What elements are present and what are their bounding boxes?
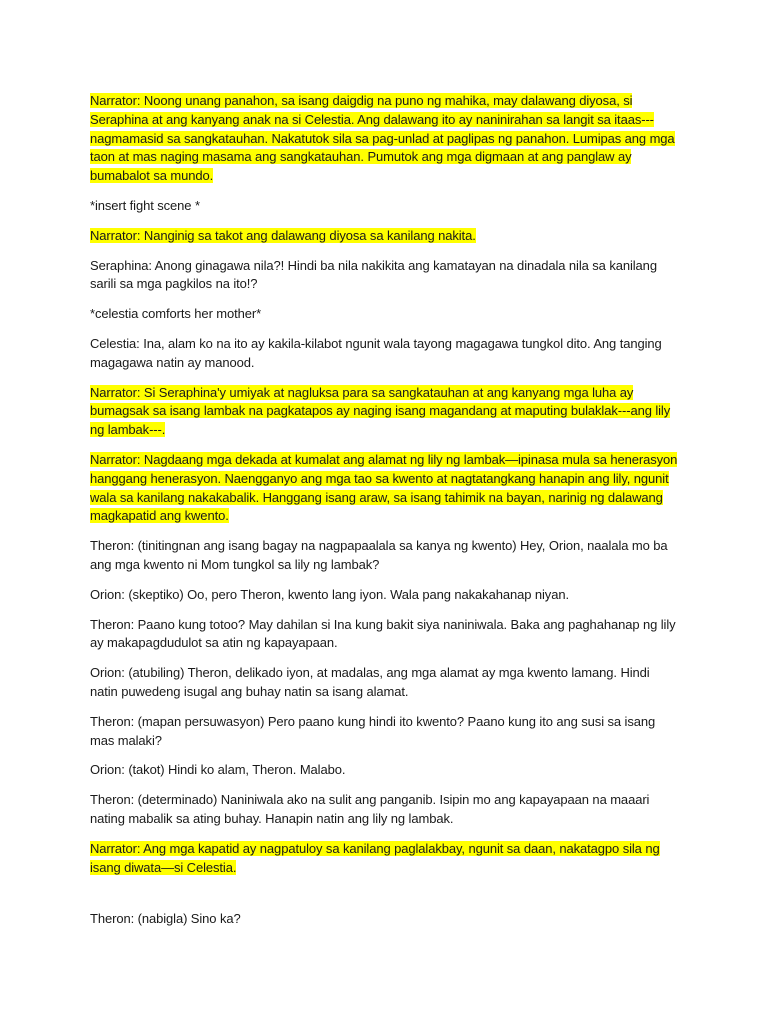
dialogue-celestia: Celestia: Ina, alam ko na ito ay kakila-kilabot ngunit wala tayong magagawa tungkol dito. Ang tanging magagawa natin ay manood.	[90, 335, 662, 370]
highlighted-text: Narrator: Si Seraphina'y umiyak at nagluksa para sa sangkatauhan at ang kanyang mga luha ay bumagsak sa isang lambak na pagkatapos ay naging isang magandang at maputing bulaklak---ang lily ng lambak---.	[90, 384, 671, 438]
narrator-paragraph-tears	[90, 384, 680, 440]
highlighted-text: Narrator: Ang mga kapatid ay nagpatuloy sa kanilang paglalakbay, ngunit sa daan, nakatagpo sila ng isang diwata—si Celestia.	[90, 840, 660, 875]
script-body	[90, 92, 680, 940]
dialogue-orion-1: Orion: (skeptiko) Oo, pero Theron, kwento lang iyon. Wala pang nakakahanap niyan.	[90, 586, 569, 602]
highlighted-text: Narrator: Noong unang panahon, sa isang daigdig na puno ng mahika, may dalawang diyosa, si Seraphina at ang kanyang anak na si Celestia. Ang dalawang ito ay naninirahan sa langit sa itaas---nagmamasid sa sangkatauhan. Nakatutok sila sa pag-unlad at paglipas ng panahon. Lumipas ang mga taon at mas naging masama ang sangkatauhan. Pumutok ang mga digmaan at ang panglaw ay bumabalot sa mundo.	[90, 93, 675, 184]
narrator-paragraph-opening	[90, 92, 680, 186]
dialogue-seraphina: Seraphina: Anong ginagawa nila?! Hindi ba nila nakikita ang kamatayan na dinadala nila sa kanilang sarili sa mga pagkilos na ito!?	[90, 257, 657, 292]
narrator-paragraph-journey	[90, 840, 680, 878]
blank-line	[90, 888, 680, 910]
dialogue-orion-3: Orion: (takot) Hindi ko alam, Theron. Malabo.	[90, 762, 346, 778]
dialogue-orion-2: Orion: (atubiling) Theron, delikado iyon, at madalas, ang mga alamat ay mga kwento lamang. Hindi natin puwedeng isugal ang buhay natin sa isang alamat.	[90, 665, 650, 699]
dialogue-theron-4: Theron: (determinado) Naniniwala ako na sulit ang panganib. Isipin mo ang kapayapaan na maaari nating mabalik sa ating buhay. Hanapin natin ang lily ng lambak.	[90, 792, 650, 826]
narrator-paragraph-legend	[90, 451, 680, 526]
dialogue-theron-5: Theron: (nabigla) Sino ka?	[90, 911, 241, 927]
highlighted-text: Narrator: Nagdaang mga dekada at kumalat ang alamat ng lily ng lambak—ipinasa mula sa henerasyon hanggang henerasyon. Naengganyo ang mga tao sa kwento at nagtatangkang hanapin ang lily, ngunit wala sa kanilang nakakabalik. Hanggang isang araw, sa isang tahimik na bayan, narinig ng dalawang magkapatid ang kwento.	[90, 451, 678, 524]
highlighted-text: Narrator: Nanginig sa takot ang dalawang diyosa sa kanilang nakita.	[90, 227, 476, 243]
stage-direction-fight: *insert fight scene *	[90, 197, 200, 213]
dialogue-theron-1: Theron: (tinitingnan ang isang bagay na nagpapaalala sa kanya ng kwento) Hey, Orion, naalala mo ba ang mga kwento ni Mom tungkol sa lily ng lambak?	[90, 538, 668, 572]
stage-direction-comfort: *celestia comforts her mother*	[90, 306, 262, 322]
narrator-paragraph-tremble	[90, 227, 680, 246]
dialogue-theron-3: Theron: (mapan persuwasyon) Pero paano kung hindi ito kwento? Paano kung ito ang susi sa isang mas malaki?	[90, 713, 656, 748]
dialogue-theron-2: Theron: Paano kung totoo? May dahilan si Ina kung bakit siya naniniwala. Baka ang paghahanap ng lily ay makapagdudulot sa atin ng kapayapaan.	[90, 616, 676, 651]
